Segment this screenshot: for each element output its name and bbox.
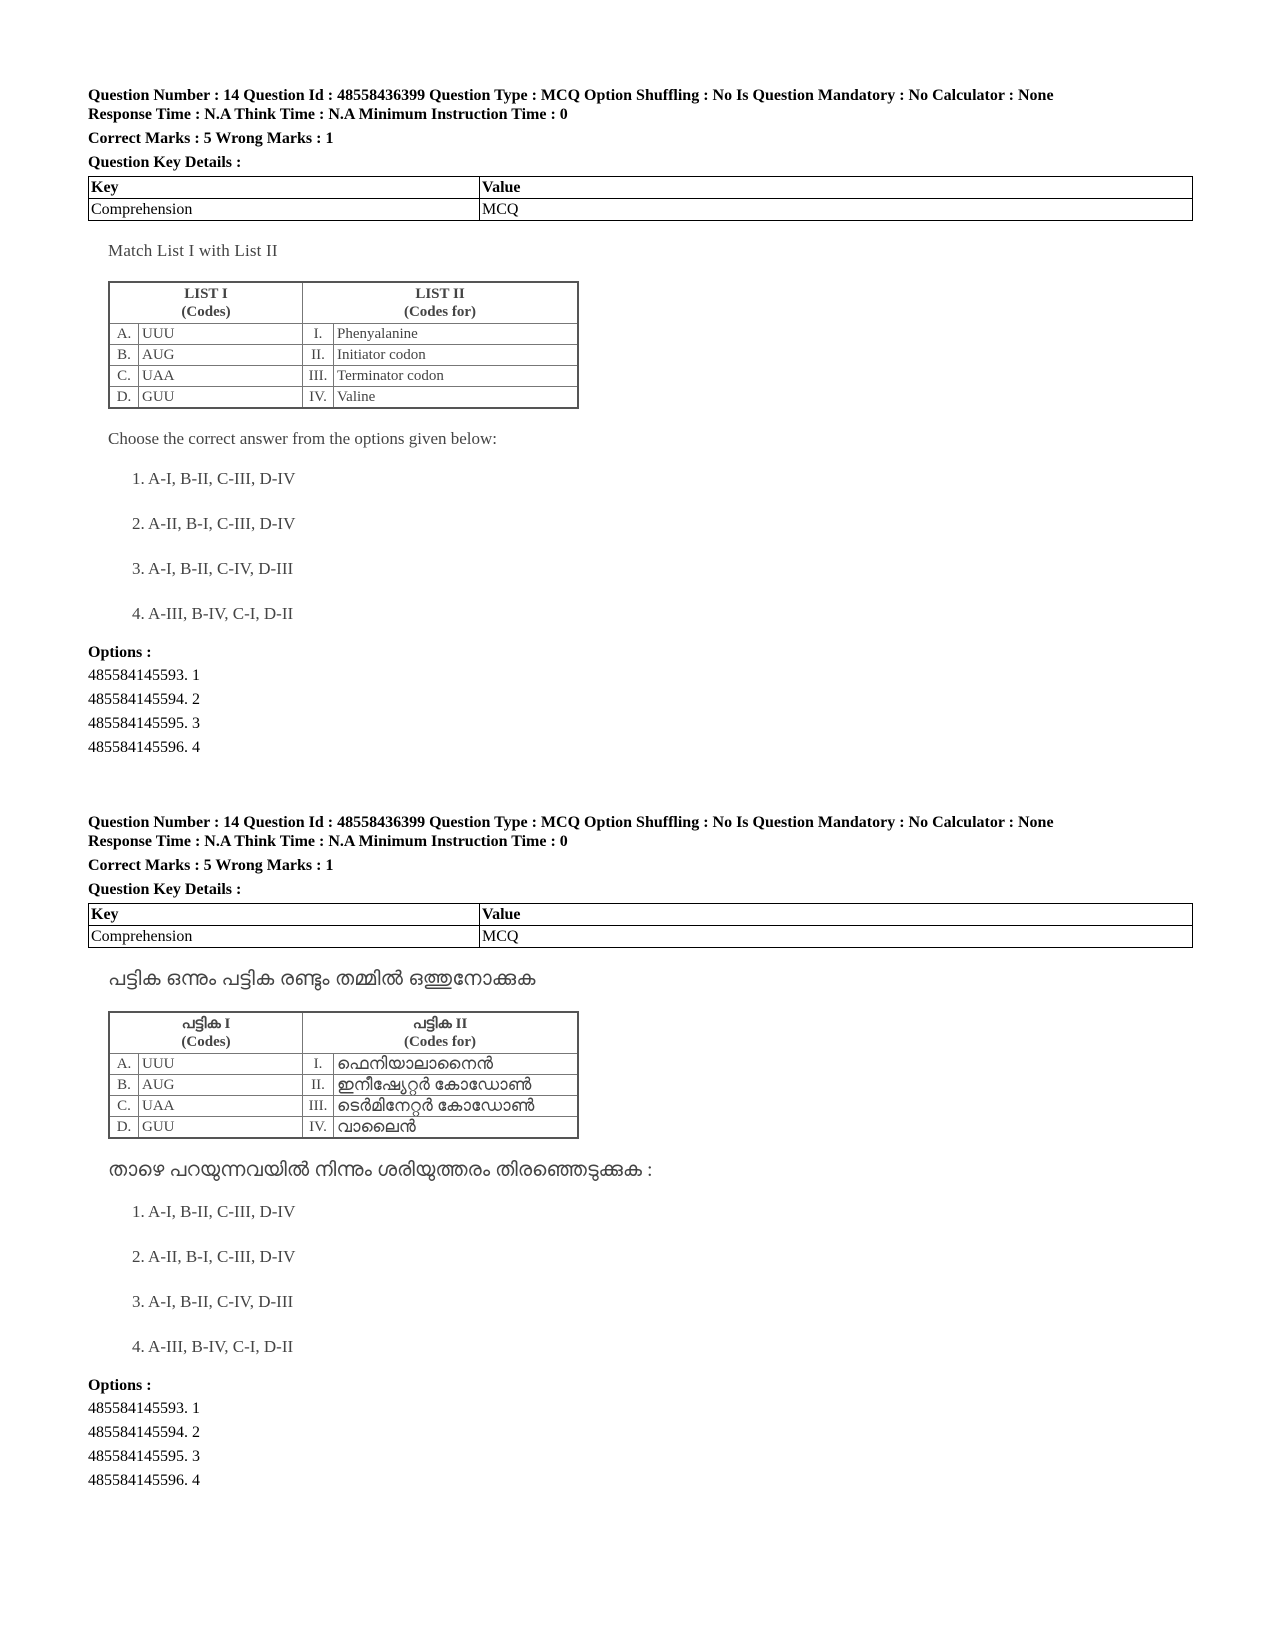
- list1-header: LIST I (Codes): [109, 282, 303, 324]
- key-cell: Comprehension: [89, 926, 480, 948]
- match-list-table: [108, 1011, 579, 1139]
- value-cell: MCQ: [480, 199, 1193, 221]
- key-details-table: [88, 176, 1193, 221]
- choice-item: 3. A-I, B-II, C-IV, D-III: [132, 559, 294, 578]
- choice-item: 3. A-I, B-II, C-IV, D-III: [132, 1292, 294, 1311]
- option-line: 485584145594. 2: [88, 1424, 200, 1441]
- option-line: 485584145595. 3: [88, 715, 200, 732]
- option-line: 485584145594. 2: [88, 691, 200, 708]
- key-cell: Comprehension: [89, 199, 480, 221]
- table-row: C. UAA III. ടെർമിനേറ്റർ കോഡോൺ: [109, 1096, 578, 1117]
- choice-item: 4. A-III, B-IV, C-I, D-II: [132, 1337, 294, 1356]
- question-meta-line1: Question Number : 14 Question Id : 48558436399 Question Type : MCQ Option Shuffling : No Is Question Mandatory : No Calculator : None: [88, 87, 1054, 104]
- option-line: 485584145596. 4: [88, 739, 200, 756]
- options-label: Options :: [88, 644, 152, 661]
- value-header: Value: [480, 177, 1193, 199]
- table-row: D. GUU IV. വാലൈൻ: [109, 1117, 578, 1139]
- table-row: A. UUU I. Phenyalanine: [109, 324, 578, 345]
- option-line: 485584145593. 1: [88, 1400, 200, 1417]
- question-meta-line2: Response Time : N.A Think Time : N.A Minimum Instruction Time : 0: [88, 106, 568, 123]
- key-details-label: Question Key Details :: [88, 881, 242, 898]
- key-details-label: Question Key Details :: [88, 154, 242, 171]
- choice-item: 4. A-III, B-IV, C-I, D-II: [132, 604, 294, 623]
- table-row: B. AUG II. Initiator codon: [109, 345, 578, 366]
- key-header: Key: [89, 177, 480, 199]
- choice-item: 2. A-II, B-I, C-III, D-IV: [132, 514, 296, 533]
- key-header: Key: [89, 904, 480, 926]
- choice-item: 2. A-II, B-I, C-III, D-IV: [132, 1247, 296, 1266]
- choice-item: 1. A-I, B-II, C-III, D-IV: [132, 1202, 296, 1221]
- table-row: C. UAA III. Terminator codon: [109, 366, 578, 387]
- list2-header: പട്ടിക II (Codes for): [303, 1012, 579, 1054]
- choose-instruction: Choose the correct answer from the options given below:: [108, 429, 498, 448]
- value-cell: MCQ: [480, 926, 1193, 948]
- list2-header: LIST II (Codes for): [303, 282, 579, 324]
- question-meta-line2: Response Time : N.A Think Time : N.A Minimum Instruction Time : 0: [88, 833, 568, 850]
- question-content: [108, 241, 1193, 628]
- list1-header: പട്ടിക I (Codes): [109, 1012, 303, 1054]
- choice-item: 1. A-I, B-II, C-III, D-IV: [132, 469, 296, 488]
- question-meta-line1: Question Number : 14 Question Id : 48558436399 Question Type : MCQ Option Shuffling : No Is Question Mandatory : No Calculator : None: [88, 814, 1054, 831]
- option-line: 485584145596. 4: [88, 1472, 200, 1489]
- key-details-table: [88, 903, 1193, 948]
- match-list-table: [108, 281, 579, 409]
- options-label: Options :: [88, 1377, 152, 1394]
- question-prompt: Match List I with List II: [108, 241, 278, 260]
- question-block-english: [88, 86, 1193, 760]
- option-line: 485584145593. 1: [88, 667, 200, 684]
- option-line: 485584145595. 3: [88, 1448, 200, 1465]
- question-marks: Correct Marks : 5 Wrong Marks : 1: [88, 857, 334, 874]
- table-row: A. UUU I. ഫെനിയാലാനൈൻ: [109, 1054, 578, 1075]
- question-content: [108, 968, 1193, 1361]
- question-marks: Correct Marks : 5 Wrong Marks : 1: [88, 130, 334, 147]
- table-row: D. GUU IV. Valine: [109, 387, 578, 409]
- question-block-malayalam: [88, 813, 1193, 1493]
- question-prompt: പട്ടിക ഒന്നും പട്ടിക രണ്ടും തമ്മിൽ ഒത്തുനോക്കുക: [108, 968, 536, 990]
- table-row: B. AUG II. ഇനീഷ്യേറ്റർ കോഡോൺ: [109, 1075, 578, 1096]
- choose-instruction: താഴെ പറയുന്നവയിൽ നിന്നും ശരിയുത്തരം തിരഞ്ഞെടുക്കുക :: [108, 1159, 653, 1181]
- value-header: Value: [480, 904, 1193, 926]
